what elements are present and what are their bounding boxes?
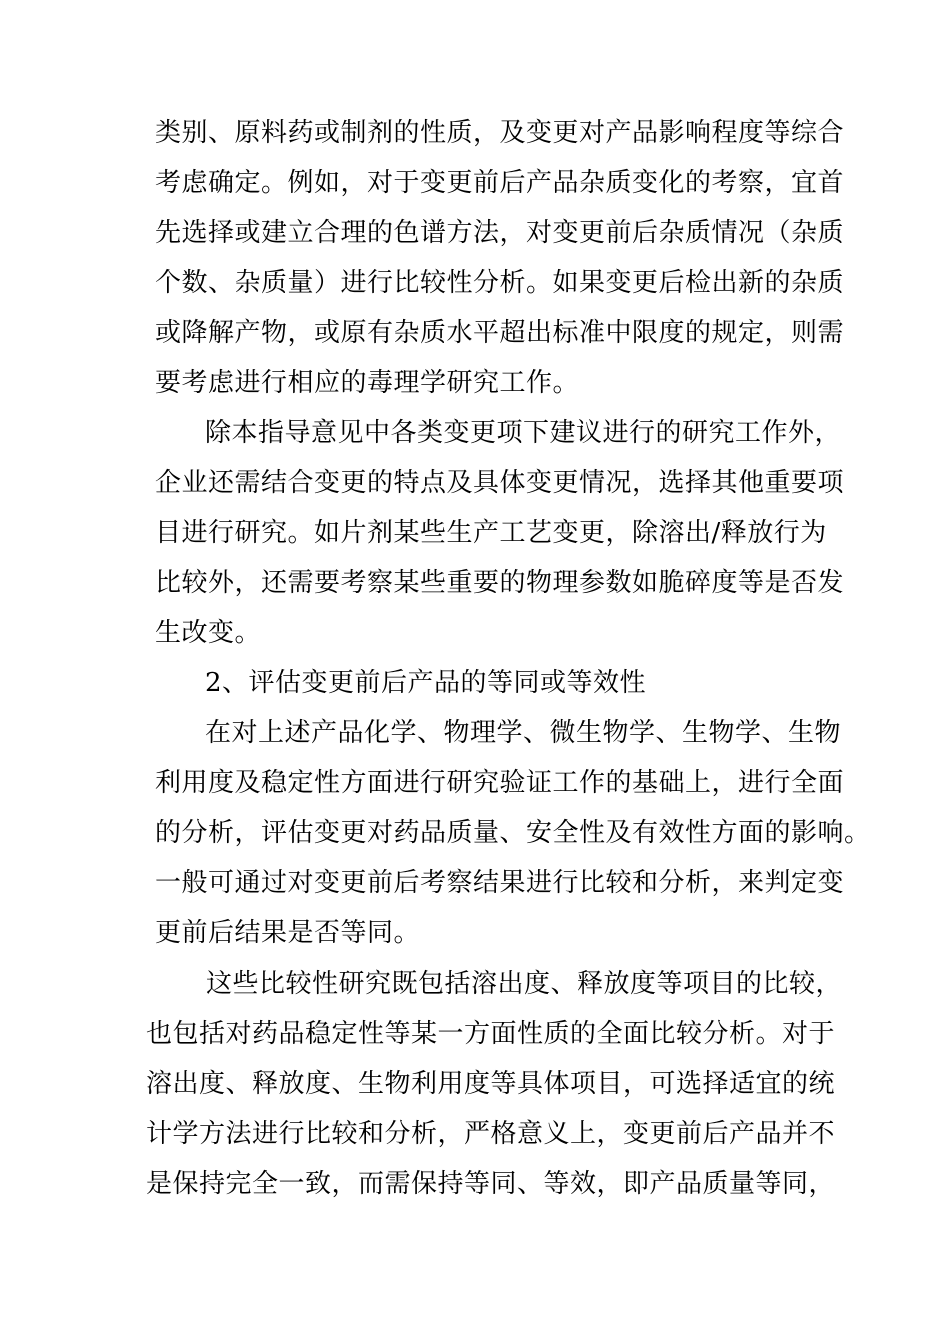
paragraph-4-line-3: 溶出度、释放度、生物利用度等具体项目，可选择适宜的统 (146, 1069, 836, 1099)
paragraph-3-line-3: 的分析，评估变更对药品质量、安全性及有效性方面的影响。 (155, 818, 871, 848)
paragraph-4-line-5: 是保持完全一致，而需保持等同、等效，即产品质量等同， (146, 1169, 836, 1199)
paragraph-1-line-3: 先选择或建立合理的色谱方法，对变更前后杂质情况（杂质 (155, 218, 845, 248)
paragraph-2-line-2: 企业还需结合变更的特点及具体变更情况，选择其他重要项 (155, 468, 845, 498)
paragraph-4-line-1: 这些比较性研究既包括溶出度、释放度等项目的比较， (206, 969, 843, 999)
paragraph-1-line-6: 要考虑进行相应的毒理学研究工作。 (155, 368, 580, 398)
paragraph-3-line-5: 更前后结果是否等同。 (155, 918, 421, 948)
paragraph-4-line-4: 计学方法进行比较和分析，严格意义上，变更前后产品并不 (146, 1119, 836, 1149)
paragraph-3-line-2: 利用度及稳定性方面进行研究验证工作的基础上，进行全面 (155, 768, 845, 798)
section-heading: 2、评估变更前后产品的等同或等效性 (205, 668, 647, 698)
paragraph-1-line-4: 个数、杂质量）进行比较性分析。如果变更后检出新的杂质 (155, 268, 845, 298)
paragraph-1-line-5: 或降解产物，或原有杂质水平超出标准中限度的规定，则需 (155, 318, 845, 348)
paragraph-1-line-1: 类别、原料药或制剂的性质，及变更对产品影响程度等综合 (155, 118, 845, 148)
paragraph-2-line-4: 比较外，还需要考察某些重要的物理参数如脆碎度等是否发 (155, 568, 845, 598)
paragraph-1-line-2: 考虑确定。例如，对于变更前后产品杂质变化的考察，宜首 (155, 168, 845, 198)
paragraph-3-line-1: 在对上述产品化学、物理学、微生物学、生物学、生物 (205, 718, 842, 748)
paragraph-2-line-3: 目进行研究。如片剂某些生产工艺变更，除溶出/释放行为 (155, 518, 827, 548)
paragraph-2-line-1: 除本指导意见中各类变更项下建议进行的研究工作外， (205, 418, 842, 448)
paragraph-4-line-2: 也包括对药品稳定性等某一方面性质的全面比较分析。对于 (146, 1019, 836, 1049)
paragraph-3-line-4: 一般可通过对变更前后考察结果进行比较和分析，来判定变 (155, 868, 845, 898)
paragraph-2-line-5: 生改变。 (155, 618, 262, 648)
